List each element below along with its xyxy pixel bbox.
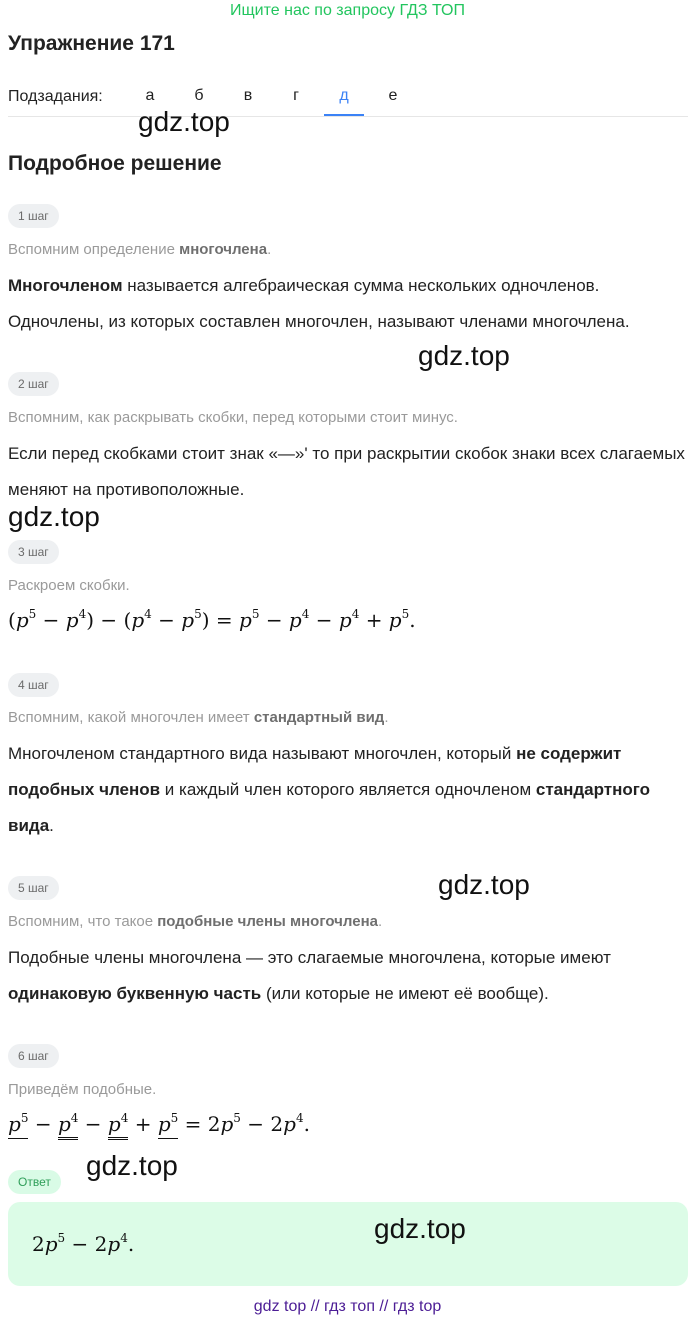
step-3-badge: 3 шаг [8,540,59,564]
tab-d[interactable]: д [324,86,364,116]
tab-g[interactable]: г [293,87,299,104]
tab-v[interactable]: в [243,87,253,104]
step-4-text: Многочленом стандартного вида называют многочлен, который не содержит подобных членов и каждый член которого является одночленом стандартного вида. [8,744,651,835]
step-4-hint: Вспомним, какой многочлен имеет стандартный вид. [8,709,389,726]
tab-b[interactable]: б [194,87,204,104]
watermark: gdz.top [86,1150,178,1181]
step-2-text: Если перед скобками стоит знак «—»' то при раскрытии скобок знаки всех слагаемых меняют на противоположные. [8,444,685,499]
step-3-hint: Раскроем скобки. [8,577,130,594]
step-2-hint: Вспомним, как раскрывать скобки, перед которыми стоит минус. [8,409,458,426]
tab-a[interactable]: а [145,87,155,104]
step-2-badge: 2 шаг [8,372,59,396]
subtasks-bar [8,86,688,117]
section-title: Подробное решение [8,152,222,175]
step-5-hint: Вспомним, что такое подобные члены многочлена. [8,913,383,930]
step-4-badge: 4 шаг [8,673,59,697]
footer-links[interactable]: gdz top // гдз топ // гдз top [253,1298,442,1315]
subtasks-label: Подзадания: [8,88,103,105]
watermark: gdz.top [138,106,230,137]
tab-e[interactable]: е [388,87,398,104]
step-1-text: Многочленом называется алгебраическая сумма нескольких одночленов. Одночлены, из которых составлен многочлен, называют членами многочлена. [8,276,630,331]
watermark: gdz.top [438,869,530,900]
step-5-badge: 5 шаг [8,876,59,900]
answer-formula: $2p^5 - 2p^4$. [32,1231,135,1256]
step-3-formula: $(p^5 - p^4) - (p^4 - p^5) = p^5 - p^4 - p^4 + p^5$. [8,607,416,632]
step-1-badge: 1 шаг [8,204,59,228]
answer-badge: Ответ [8,1170,61,1194]
top-banner[interactable]: Ищите нас по запросу ГДЗ ТОП [230,2,465,19]
step-6-formula: $p^5 - p^4 - p^4 + p^5 = 2p^5 - 2p^4$. [8,1112,310,1136]
step-5-text: Подобные члены многочлена — это слагаемые многочлена, которые имеют одинаковую буквенную часть (или которые не имеют её вообще). [8,948,611,1003]
step-6-badge: 6 шаг [8,1044,59,1068]
page-title: Упражнение 171 [8,32,175,55]
watermark: gdz.top [418,340,510,371]
step-1-hint: Вспомним определение многочлена. [8,241,272,258]
watermark: gdz.top [374,1213,466,1244]
step-6-hint: Приведём подобные. [8,1081,157,1098]
watermark: gdz.top [8,501,100,532]
